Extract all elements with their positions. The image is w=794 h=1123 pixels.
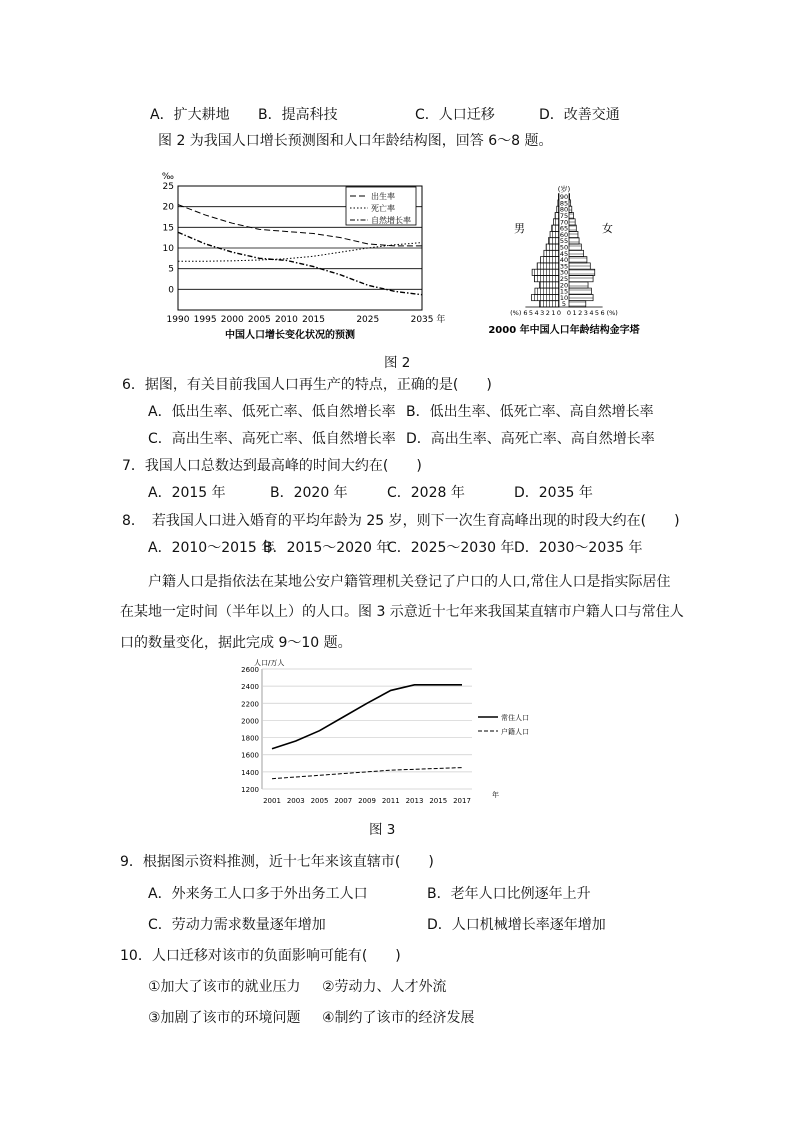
pyramid-bar-female [569,194,570,200]
fig2a-x-tick-label: 2005 [247,315,271,325]
fig3-x-tick-label: 2013 [405,797,424,805]
pyramid-bar-female [569,244,581,250]
fig3-y-tick-label: 1400 [241,768,259,777]
fig3-y-tick-label: 2200 [241,700,259,709]
q5-option-a: A．扩大耕地 [150,107,230,123]
fig3-caption: 图 3 [369,822,396,838]
pyramid-age-label: 85 [559,199,569,208]
fig3-x-unit: 年 [492,791,499,799]
pyramid-bar-male [532,294,559,300]
fig2-caption: 图 2 [384,355,411,371]
pyramid-bar-male [546,244,559,250]
q9-option-c: C．劳动力需求数量逐年增加 [148,917,326,933]
fig2a-x-tick-label: 2035 年 [410,315,446,325]
fig3-y-tick-label: 2400 [241,683,259,692]
pyramid-x-tick-female: 2 [578,309,583,317]
pyramid-bar-female [569,288,591,294]
fig2a-series-自然增长率 [178,232,422,294]
pyramid-bar-female [569,301,586,307]
q5-option-b: B．提高科技 [258,107,338,123]
fig2a-x-tick-label: 2010 [274,315,298,325]
pyramid-bar-female [569,250,584,256]
pyramid-age-label: 35 [559,262,569,271]
pyramid-bar-female [569,238,579,244]
pyramid-age-label: 40 [559,256,569,265]
pyramid-bar-male [535,288,559,294]
pyramid-age-label: 80 [559,205,569,214]
pyramid-x-tick-female: 0 [566,309,572,317]
q6-stem: 6．据图，有关目前我国人口再生产的特点，正确的是( ) [122,377,492,393]
pyramid-age-label: 15 [559,287,569,296]
q10-stem: 10．人口迁移对该市的负面影响可能有( ) [120,948,401,964]
pyramid-x-tick-female: 4 [589,309,594,317]
fig3-x-tick-label: 2017 [453,797,471,805]
fig3-y-unit: 人口/万人 [254,659,285,667]
pyramid-female-label: 女 [602,222,613,235]
q10-item-1: ①加大了该市的就业压力 [148,979,301,995]
pyramid-age-label: 25 [559,275,569,283]
q9-option-d: D．人口机械增长率逐年增加 [427,917,606,933]
pyramid-bar-female [569,231,578,237]
q9-option-b: B．老年人口比例逐年上升 [427,886,591,902]
q8-option-a: A．2010～2015 年 [148,540,276,556]
pyramid-bar-female [569,257,587,263]
fig3-x-tick-label: 2001 [263,797,281,805]
pyramid-x-tick-female: 6 [600,309,605,317]
fig2a-legend-label: 死亡率 [371,204,395,213]
fig3-y-tick-label: 2600 [241,666,259,674]
pyramid-pct-unit-right: (%) [606,309,618,317]
fig3-line-chart [232,655,532,810]
q10-item-2: ②劳动力、人才外流 [322,979,447,995]
pyramid-age-label: 75 [559,212,569,220]
q6-option-b: B．低出生率、低死亡率、高自然增长率 [406,404,654,420]
q8-stem: 8． 若我国人口进入婚育的平均年龄为 25 岁，则下一次生育高峰出现的时段大约在( ) [122,513,680,529]
fig2-age-pyramid [474,152,664,342]
pyramid-age-label: 55 [559,237,569,246]
fig2a-y-tick-label: 10 [162,244,174,254]
pyramid-bar-male [552,225,559,231]
pyramid-bar-female [569,225,576,231]
fig2a-legend-label: 出生率 [371,192,395,201]
q7-option-c: C．2028 年 [387,485,465,501]
fig3-legend-label: 户籍人口 [501,728,529,736]
q10-item-4: ④制约了该市的经济发展 [322,1010,475,1026]
fig2-line-chart [160,168,450,348]
fig2a-x-tick-label: 2000 [220,315,244,325]
q5-option-c: C．人口迁移 [415,107,495,123]
pyramid-age-label: 65 [559,224,569,233]
pyramid-bar-female [569,269,595,275]
pyramid-bar-female [569,213,573,219]
fig2a-title: 中国人口增长变化状况的预测 [225,330,355,341]
pyramid-bar-male [539,301,559,307]
pyramid-age-unit: (岁) [557,185,571,194]
pyramid-x-tick-female: 1 [572,309,577,317]
fig3-x-tick-label: 2009 [358,797,376,805]
pyramid-x-tick-female: 5 [594,309,600,317]
passage-line-3: 口的数量变化，据此完成 9～10 题。 [120,635,352,651]
pyramid-age-label: 10 [559,293,569,302]
pyramid-bar-male [550,231,559,237]
fig3-series-户籍人口 [272,768,462,779]
q8-option-b: B．2015～2020 年 [263,540,391,556]
q9-stem: 9．根据图示资料推测，近十七年来该直辖市( ) [120,854,434,870]
passage-line-1: 户籍人口是指依法在某地公安户籍管理机关登记了户口的人口,常住人口是指实际居住 [148,574,671,590]
fig3-series-常住人口 [272,685,462,749]
q7-option-a: A．2015 年 [148,485,226,501]
pyramid-bar-male [539,282,559,288]
pyramid-bar-male [544,250,559,256]
fig2a-x-tick-label: 2015 [302,315,326,325]
pyramid-bar-male [537,263,559,269]
pyramid-age-label: 30 [559,268,569,277]
pyramid-title: 2000 年中国人口年龄结构金字塔 [488,325,640,336]
pyramid-x-tick-male: 6 [523,309,528,317]
q10-item-3: ③加剧了该市的环境问题 [148,1010,301,1026]
q6-option-d: D．高出生率、高死亡率、高自然增长率 [406,431,655,447]
fig3-y-tick-label: 2000 [241,717,259,726]
pyramid-age-label: 5 [561,300,567,309]
fig2a-y-unit: ‰ [161,172,174,182]
pyramid-bar-female [569,200,571,206]
pyramid-age-label: 60 [559,230,569,239]
fig3-x-tick-label: 2015 [429,797,448,805]
pyramid-bar-female [569,219,575,225]
pyramid-x-tick-male: 0 [556,309,562,317]
pyramid-x-tick-male: 2 [545,309,550,317]
fig3-x-tick-label: 2003 [286,797,305,805]
fig3-y-tick-label: 1800 [241,734,259,743]
pyramid-bar-male [532,269,559,275]
pyramid-pct-unit-left: (%) [510,309,522,317]
q8-option-c: C．2025～2030 年 [387,540,515,556]
q9-option-a: A．外来务工人口多于外出务工人口 [148,886,368,902]
q5-option-d: D．改善交通 [539,107,620,123]
pyramid-bar-female [569,276,593,282]
pyramid-age-label: 70 [559,218,569,227]
fig2a-y-tick-label: 20 [162,202,174,213]
pyramid-bar-male [534,276,559,282]
pyramid-bar-male [541,257,559,263]
fig3-x-tick-label: 2007 [334,797,353,805]
q6-option-c: C．高出生率、高死亡率、低自然增长率 [148,431,396,447]
pyramid-x-tick-male: 3 [540,309,545,317]
q7-option-b: B．2020 年 [270,485,348,501]
fig2a-x-tick-label: 2025 [356,315,380,325]
pyramid-x-tick-male: 5 [528,309,534,317]
q7-option-d: D．2035 年 [514,485,593,501]
fig3-y-tick-label: 1600 [241,751,259,760]
fig3-legend-label: 常住人口 [501,714,529,722]
pyramid-age-label: 45 [559,249,569,258]
fig3-y-tick-label: 1200 [241,786,259,794]
pyramid-bar-male [553,219,559,225]
fig2a-y-tick-label: 15 [162,223,174,234]
fig2-intro: 图 2 为我国人口增长预测图和人口年龄结构图，回答 6～8 题。 [158,133,553,149]
pyramid-x-tick-female: 3 [583,309,588,317]
pyramid-age-label: 50 [559,243,569,252]
pyramid-x-tick-male: 4 [534,309,539,317]
pyramid-age-label: 20 [559,281,569,290]
fig2a-y-tick-label: 0 [168,285,174,296]
passage-line-2: 在某地一定时间（半年以上）的人口。图 3 示意近十七年来我国某直辖市户籍人口与常住人 [120,604,684,620]
pyramid-x-tick-male: 1 [551,309,556,317]
q7-stem: 7．我国人口总数达到最高峰的时间大约在( ) [122,458,422,474]
pyramid-bar-female [569,206,572,212]
fig2a-x-tick-label: 1995 [193,315,217,325]
q8-option-d: D．2030～2035 年 [514,540,643,556]
pyramid-bar-female [569,294,593,300]
fig2a-y-tick-label: 5 [168,264,174,275]
pyramid-bar-female [569,263,590,269]
pyramid-bar-male [555,213,559,219]
q6-option-a: A．低出生率、低死亡率、低自然增长率 [148,404,396,420]
pyramid-age-label: 90 [559,193,569,202]
pyramid-bar-female [569,282,588,288]
fig3-x-tick-label: 2011 [381,797,400,805]
fig3-x-tick-label: 2005 [310,797,329,805]
fig2a-x-tick-label: 1990 [166,315,190,325]
pyramid-male-label: 男 [514,222,525,235]
fig2a-y-tick-label: 25 [162,182,174,192]
fig2a-legend-label: 自然增长率 [371,216,411,225]
pyramid-bar-male [558,200,559,206]
pyramid-bar-male [548,238,559,244]
pyramid-bar-male [557,206,559,212]
